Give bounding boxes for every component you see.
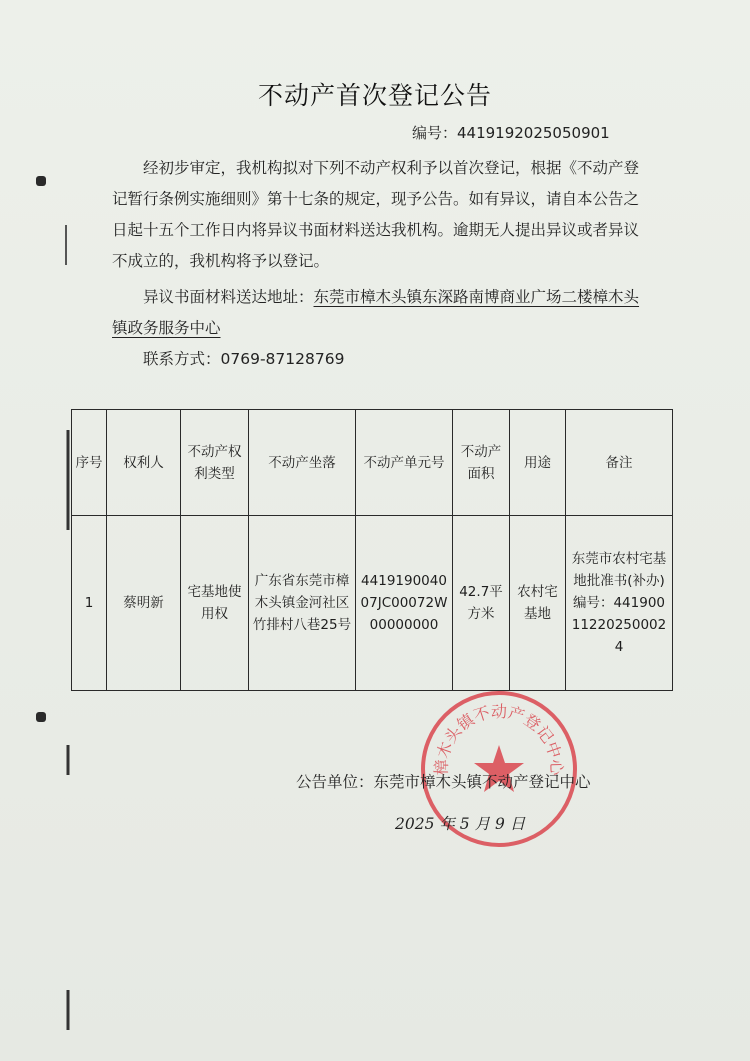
address-paragraph bbox=[112, 282, 642, 344]
cell-right-type: 宅基地使用权 bbox=[181, 516, 249, 691]
issuing-unit: 公告单位：东莞市樟木头镇不动产登记中心 bbox=[296, 773, 591, 791]
header-owner: 权利人 bbox=[107, 410, 181, 516]
notice-title: 不动产首次登记公告 bbox=[257, 81, 492, 110]
address-value: 东莞市樟木头镇东深路南博商业广场二楼樟木头镇政务服务中心 bbox=[112, 288, 640, 337]
cell-area: 42.7平方米 bbox=[453, 516, 510, 691]
table-header-row bbox=[72, 410, 673, 516]
punch-hole bbox=[36, 712, 46, 722]
notice-body-paragraph: 经初步审定，我机构拟对下列不动产权利予以首次登记，根据《不动产登记暂行条例实施细则》第十七条的规定，现予公告。如有异议，请自本公告之日起十五个工作日内将异议书面材料送达我机构。逾期无人提出异议或者异议不成立的，我机构将予以登记。 bbox=[112, 159, 640, 270]
cell-location: 广东省东莞市樟木头镇金河社区竹排村八巷25号 bbox=[249, 516, 356, 691]
header-area: 不动产面积 bbox=[453, 410, 510, 516]
cell-usage: 农村宅基地 bbox=[510, 516, 566, 691]
address-label: 异议书面材料送达地址： bbox=[143, 288, 314, 306]
notice-number: 编号：4419192025050901 bbox=[412, 124, 610, 142]
header-location: 不动产坐落 bbox=[249, 410, 356, 516]
table-row bbox=[72, 516, 673, 691]
header-seq: 序号 bbox=[72, 410, 107, 516]
cell-unit-number: 441919004007JC00072W00000000 bbox=[356, 516, 453, 691]
cell-seq: 1 bbox=[72, 516, 107, 691]
cell-owner: 蔡明新 bbox=[107, 516, 181, 691]
binding-holes bbox=[0, 0, 80, 1061]
contact-line: 联系方式：0769-87128769 bbox=[143, 350, 345, 368]
punch-hole bbox=[36, 176, 46, 186]
header-unit-number: 不动产单元号 bbox=[356, 410, 453, 516]
issue-date: 2025 年 5 月 9 日 bbox=[395, 815, 526, 833]
cell-remarks: 东莞市农村宅基地批准书(补办)编号：441900112202500024 bbox=[566, 516, 673, 691]
registration-table bbox=[71, 409, 673, 691]
seal-text: 樟木头镇不动产登记中心 bbox=[431, 702, 567, 776]
header-remarks: 备注 bbox=[566, 410, 673, 516]
header-usage: 用途 bbox=[510, 410, 566, 516]
header-right-type: 不动产权利类型 bbox=[181, 410, 249, 516]
